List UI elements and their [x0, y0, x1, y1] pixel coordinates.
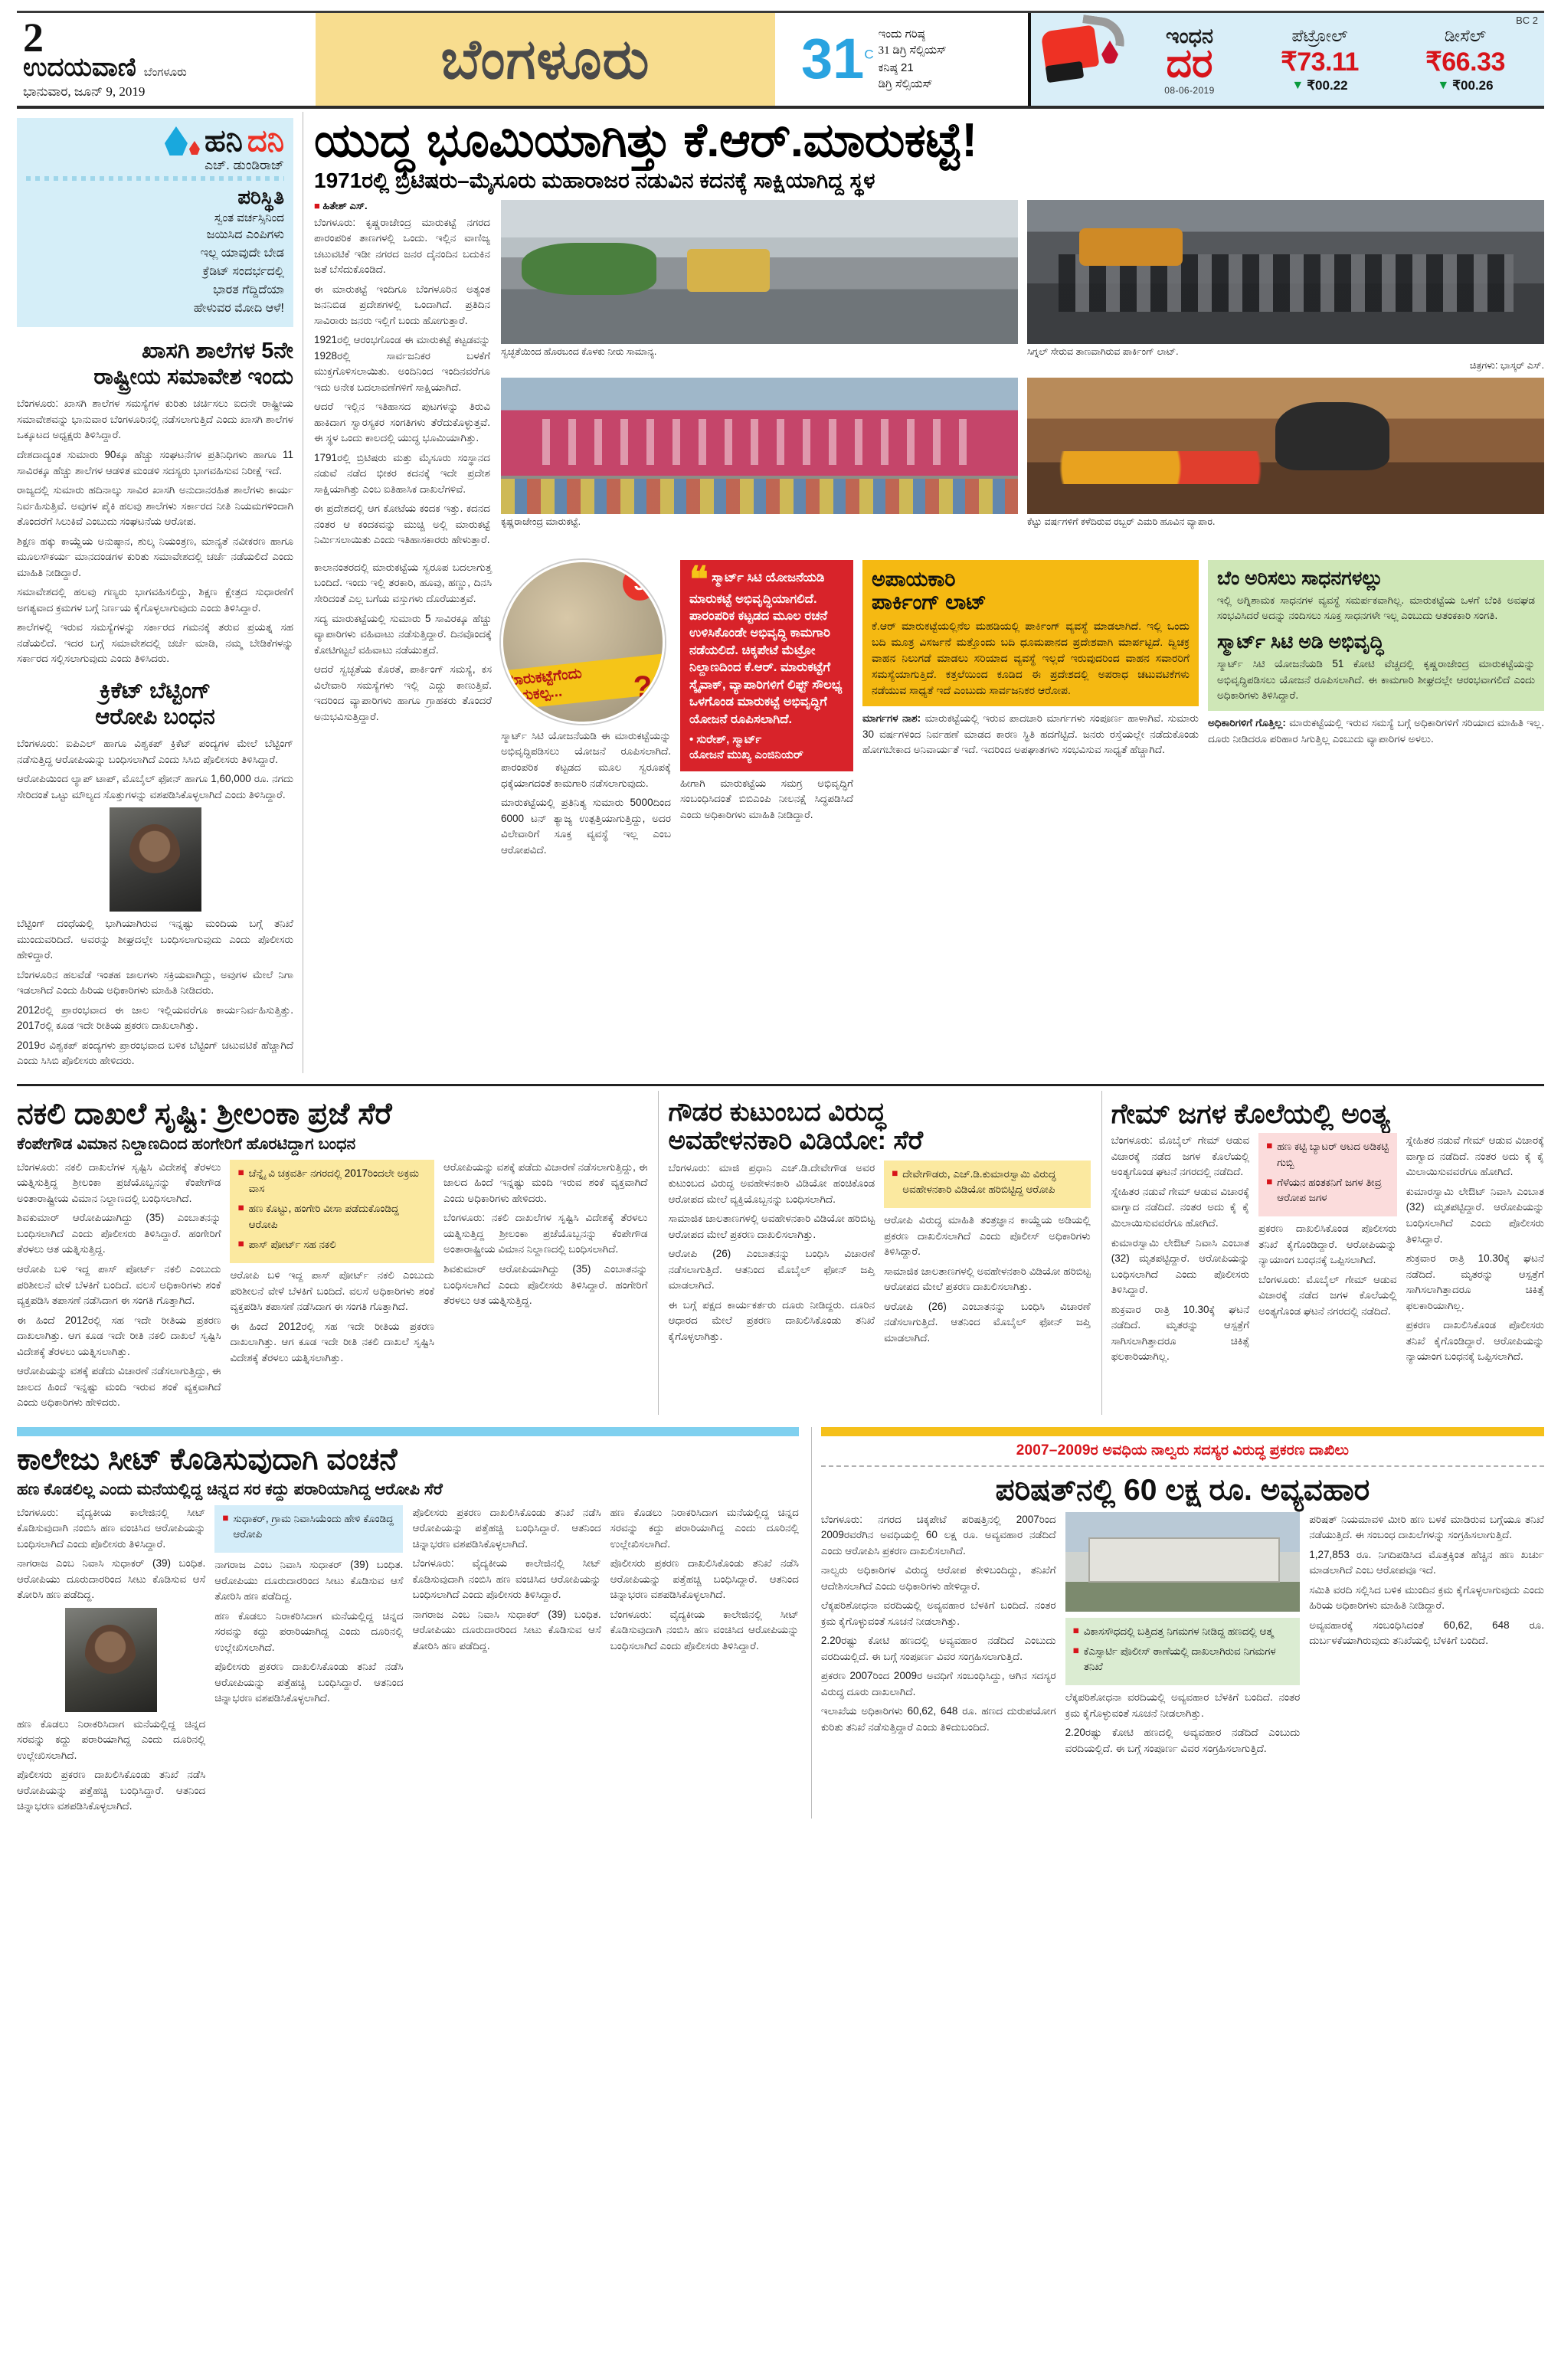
verse-line: ಜಯಿಸಿದ ಎಂಪಿಗಳು	[206, 228, 284, 241]
box-body: ಕೆ.ಆರ್ ಮಾರುಕಟ್ಟೆಯಲ್ಲಿನೆಲ ಮಹಡಿಯಲ್ಲಿ ಪಾರ್ಕಿಂಗ್ ವ್ಯವಸ್ಥೆ ಮಾಡಲಾಗಿದೆ. ಇಲ್ಲಿ ಒಂದು ಬದಿ ಮೂತ್ರ ವಿಸರ್ಜನೆ ಮತ್ತೊಂದು ಬದಿ ಧೂಮಪಾನದ ಪ್ರದೇಶವಾಗಿ ಮಾರ್ಪಟ್ಟಿದೆ. ದ್ವಿಚಕ್ರ ವಾಹನ ನಿಲುಗಡೆ ಮಾಡಲು ಸರಿಯಾದ ವ್ಯವಸ್ಥೆ ಇಲ್ಲದೆ ಇರುವುದರಿಂದ ವಾಹನ ಸವಾರರಿಗೆ ಸಮಸ್ಯೆಯಾಗುತ್ತಿದೆ. ಕತ್ತಲೆಯಿಂದ ಕೂಡಿದ ಈ ಪ್ರದೇಶದಲ್ಲಿ ಅಪರಾಧ ಚಟುವಟಿಕೆಗಳು ನಡೆಯುವ ಸಾಧ್ಯತೆ ಇದೆ ಎಂಬುದು ಸಾರ್ವಜನಿಕರ ಆರೋಪ.	[872, 620, 1190, 697]
red-drop-icon	[189, 141, 200, 155]
paragraph: ಸ್ಮಾರ್ಟ್ ಸಿಟಿ ಯೋಜನೆಯಡಿ ಈ ಮಾರುಕಟ್ಟೆಯನ್ನು ಅಭಿವೃದ್ಧಿಪಡಿಸಲು ಯೋಜನೆ ರೂಪಿಸಲಾಗಿದೆ. ಪಾರಂಪರಿಕ ಕಟ್ಟಡದ ಮೂಲ ಸ್ವರೂಪಕ್ಕೆ ಧಕ್ಕೆಯಾಗದಂತೆ ಕಾಮಗಾರಿ ನಡೆಸಲಾಗುವುದು.	[501, 729, 671, 789]
verse-line: ಕ್ರೆಡಿಟ್ ಸಂದರ್ಭದಲ್ಲಿ	[202, 265, 284, 278]
bullet-icon: ■	[1266, 1140, 1273, 1152]
paragraph: ಪ್ರಕರಣ ದಾಖಲಿಸಿಕೊಂಡ ಪೊಲೀಸರು ತನಿಖೆ ಕೈಗೊಂಡಿದ್ದಾರೆ. ಆರೋಪಿಯನ್ನು ನ್ಯಾಯಾಂಗ ಬಂಧನಕ್ಕೆ ಒಪ್ಪಿಸಲಾಗಿದೆ.	[1406, 1319, 1544, 1363]
paragraph: ಶುಕ್ರವಾರ ರಾತ್ರಿ 10.30ಕ್ಕೆ ಘಟನೆ ನಡೆದಿದೆ. ಮೃತರನ್ನು ಆಸ್ಪತ್ರೆಗೆ ಸಾಗಿಸಲಾಗಿತ್ತಾದರೂ ಚಿಕಿತ್ಸೆ ಫಲಕಾರಿಯಾಗಿಲ್ಲ.	[1111, 1303, 1250, 1363]
bottom-left-col-1	[17, 1505, 205, 1819]
temperature-number: 31	[801, 27, 865, 91]
left-story-1-body	[17, 396, 293, 666]
bullet-text: ಹಣ ಕಟ್ಟಿ ಬ್ಯಾಟರ್ ಆಟದ ಅಡಿಕಟ್ಟಿ ಗುಬ್ಬಿ	[1277, 1141, 1389, 1168]
bullet-item	[1073, 1624, 1293, 1639]
flower-vendor-photo	[1027, 378, 1544, 514]
paragraph: ಶಿವಕುಮಾರ್ ಆರೋಪಿಯಾಗಿದ್ದು (35) ಎಂಬಾತನನ್ನು ಬಂಧಿಸಲಾಗಿದೆ ಎಂದು ಪೊಲೀಸರು ತಿಳಿಸಿದ್ದಾರೆ. ಹಂಗೇರಿಗೆ ತೆರಳಲು ಆತ ಯತ್ನಿಸುತ್ತಿದ್ದ.	[443, 1263, 648, 1307]
subhead-inline	[862, 711, 1199, 758]
mid-story-a-col-3	[443, 1160, 647, 1415]
paragraph: ನಾಗರಾಜ ಎಂಬ ನಿವಾಸಿ ಸುಧಾಕರ್ (39) ಬಂಧಿತ. ಆರೋಪಿಯು ದೂರುದಾರರಿಂದ ಸೀಟು ಕೊಡಿಸುವ ಆಸೆ ತೋರಿಸಿ ಹಣ ಪಡೆದಿದ್ದ.	[412, 1608, 601, 1652]
dashed-divider	[821, 1465, 1544, 1467]
bullet-item	[1073, 1644, 1293, 1675]
paragraph: ಸ್ನೇಹಿತರ ನಡುವೆ ಗೇಮ್ ಆಡುವ ವಿಚಾರಕ್ಕೆ ವಾಗ್ವಾದ ನಡೆದಿದೆ. ನಂತರ ಅದು ಕೈ ಕೈ ಮಿಲಾಯಿಸುವವರೆಗೂ ಹೋಗಿದೆ.	[1111, 1185, 1250, 1229]
mid-story-c-col-2	[1258, 1133, 1396, 1368]
mid-story-a-bullets	[230, 1160, 434, 1263]
paragraph: ದೇಶದಾದ್ಯಂತ ಸುಮಾರು 90ಕ್ಕೂ ಹೆಚ್ಚು ಸಂಘಟನೆಗಳ ಪ್ರತಿನಿಧಿಗಳು ಹಾಗೂ 11 ಸಾವಿರಕ್ಕೂ ಹೆಚ್ಚು ಶಾಲೆಗಳ ಆಡಳಿತ ಮಂಡಳಿ ಸದಸ್ಯರು ಭಾಗವಹಿಸುವ ನಿರೀಕ್ಷೆ ಇದೆ.	[17, 448, 293, 476]
paragraph: ಬೆಂಗಳೂರು: ವೈದ್ಯಕೀಯ ಕಾಲೇಜಿನಲ್ಲಿ ಸೀಟ್ ಕೊಡಿಸುವುದಾಗಿ ನಂಬಿಸಿ ಹಣ ವಂಚಿಸಿದ ಆರೋಪಿಯನ್ನು ಬಂಧಿಸಲಾಗಿದೆ ಎಂದು ಪೊಲೀಸರು ತಿಳಿಸಿದ್ದಾರೆ.	[610, 1608, 799, 1652]
paragraph: ಕುಮಾರಸ್ವಾಮಿ ಲೇಔಟ್ ನಿವಾಸಿ ಎಂಬಾತ (32) ಮೃತಪಟ್ಟಿದ್ದಾರೆ. ಆರೋಪಿಯನ್ನು ಬಂಧಿಸಲಾಗಿದೆ ಎಂದು ಪೊಲೀಸರು ತಿಳಿಸಿದ್ದಾರೆ.	[1111, 1236, 1250, 1296]
question-mark-icon: ?	[633, 669, 652, 704]
headline-line-2: ಅವಹೇಳನಕಾರಿ ವಿಡಿಯೋ: ಸೆರೆ	[668, 1126, 924, 1156]
paragraph: ಬೆಂಗಳೂರು: ಮಾಜಿ ಪ್ರಧಾನಿ ಎಚ್.ಡಿ.ದೇವೇಗೌಡ ಅವರ ಕುಟುಂಬದ ವಿರುದ್ಧ ಅವಹೇಳನಕಾರಿ ವಿಡಿಯೋ ಹಂಚಿಕೊಂಡ ಆರೋಪದ ಮೇಲೆ ವ್ಯಕ್ತಿಯೊಬ್ಬನನ್ನು ಬಂಧಿಸಲಾಗಿದೆ.	[668, 1161, 875, 1205]
weather-details	[879, 26, 947, 93]
bottom-right-col-2	[1065, 1512, 1301, 1761]
bottom-right-col-3	[1309, 1512, 1544, 1761]
paragraph: ಸಮಿತಿ ವರದಿ ಸಲ್ಲಿಸಿದ ಬಳಿಕ ಮುಂದಿನ ಕ್ರಮ ಕೈಗೊಳ್ಳಲಾಗುವುದು ಎಂದು ಹಿರಿಯ ಅಧಿಕಾರಿಗಳು ಮಾಹಿತಿ ನೀಡಿದ್ದಾರೆ.	[1309, 1583, 1544, 1612]
fuel-title-top: ಇಂಧನ	[1166, 25, 1213, 48]
headline-line-1: ಖಾಸಗಿ ಶಾಲೆಗಳ 5ನೇ	[141, 339, 293, 363]
headline-line-2: ಆರೋಪಿ ಬಂಧನ	[95, 704, 215, 729]
bullet-icon: ■	[1072, 1644, 1079, 1656]
paragraph: ಹೀಗಾಗಿ ಮಾರುಕಟ್ಟೆಯ ಸಮಗ್ರ ಅಭಿವೃದ್ಧಿಗೆ ಸಂಬಂಧಿಸಿದಂತೆ ಬಿಬಿಎಂಪಿ ನೀಲನಕ್ಷೆ ಸಿದ್ಧಪಡಿಸಿದೆ ಎಂದು ಅಧಿಕಾರಿಗಳು ಮಾಹಿತಿ ನೀಡಿದ್ದಾರೆ.	[680, 777, 853, 820]
petrol-change	[1291, 78, 1347, 93]
box-body-2: ಸ್ಮಾರ್ಟ್ ಸಿಟಿ ಯೋಜನೆಯಡಿ 51 ಕೋಟಿ ವೆಚ್ಚದಲ್ಲಿ ಕೃಷ್ಣರಾಜೇಂದ್ರ ಮಾರುಕಟ್ಟೆಯನ್ನು ಅಭಿವೃದ್ಧಿಪಡಿಸಲು ಯೋಜನೆ ರೂಪಿಸಲಾಗಿದೆ. ಈ ಕಾಮಗಾರಿ ಶೀಘ್ರದಲ್ಲೇ ಆರಂಭವಾಗಲಿದೆ ಎಂದು ಅಧಿಕಾರಿಗಳು ತಿಳಿಸಿದ್ದಾರೆ.	[1217, 658, 1535, 701]
lead-photo-block	[501, 200, 1544, 552]
degree-icon: C	[864, 47, 874, 62]
paragraph: ಈ ಮಾರುಕಟ್ಟೆ ಇಂದಿಗೂ ಬೆಂಗಳೂರಿನ ಅತ್ಯಂತ ಜನನಿಬಿಡ ಪ್ರದೇಶಗಳಲ್ಲಿ ಒಂದಾಗಿದೆ. ಪ್ರತಿದಿನ ಸಾವಿರಾರು ಜನರು ಇಲ್ಲಿಗೆ ಬಂದು ಹೋಗುತ್ತಾರೆ.	[314, 283, 490, 326]
masthead-identity	[17, 13, 316, 106]
bottom-left-headline: ಕಾಲೇಜು ಸೀಟ್ ಕೊಡಿಸುವುದಾಗಿ ವಂಚನೆ	[17, 1442, 398, 1476]
bullet-icon: ■	[237, 1202, 244, 1214]
fuel-nozzle-icon	[1031, 13, 1132, 106]
bullet-icon: ■	[222, 1511, 229, 1524]
section-banner	[316, 13, 775, 106]
hanidani-word-2: ದನಿ	[247, 124, 284, 158]
bottom-left-col-4	[610, 1505, 799, 1819]
down-arrow-icon: ▼	[1291, 78, 1304, 92]
paragraph: ಸದ್ಯ ಮಾರುಕಟ್ಟೆಯಲ್ಲಿ ಸುಮಾರು 5 ಸಾವಿರಕ್ಕೂ ಹೆಚ್ಚು ವ್ಯಾಪಾರಿಗಳು ವಹಿವಾಟು ನಡೆಸುತ್ತಿದ್ದಾರೆ. ದಿನವೊಂದಕ್ಕೆ ಕೋಟಿಗಟ್ಟಲೆ ವಹಿವಾಟು ನಡೆಯುತ್ತದೆ.	[314, 612, 492, 656]
quote-box	[680, 560, 853, 771]
paper-edition-city: ಬೆಂಗಳೂರು	[143, 66, 187, 80]
petrol-column	[1247, 13, 1392, 106]
left-story-2-headline	[17, 678, 293, 730]
hanidani-logo	[26, 126, 284, 156]
section-banner-title: ಬೆಂಗಳೂರು	[440, 28, 650, 90]
hanidani-subtitle: ಪರಿಸ್ಥಿತಿ	[237, 185, 284, 208]
quote-attribution	[689, 732, 844, 764]
quote-panel	[680, 560, 853, 827]
down-arrow-icon: ▼	[1437, 78, 1450, 92]
fuel-price-widget	[1028, 13, 1544, 106]
paragraph: ಸಮಾವೇಶದಲ್ಲಿ ಹಲವು ಗಣ್ಯರು ಭಾಗವಹಿಸಲಿದ್ದು, ಶಿಕ್ಷಣ ಕ್ಷೇತ್ರದ ಸುಧಾರಣೆಗೆ ಅಗತ್ಯವಾದ ಕ್ರಮಗಳ ಬಗ್ಗೆ ನಿರ್ಣಯ ಕೈಗೊಳ್ಳಲಾಗುವುದು ಎಂದು ತಿಳಿಸಿದ್ದಾರೆ.	[17, 586, 293, 614]
bottom-left-bullets	[214, 1505, 403, 1553]
mid-story-a-col-1	[17, 1160, 221, 1415]
paragraph: ಶಿಕ್ಷಣ ಹಕ್ಕು ಕಾಯ್ದೆಯ ಅನುಷ್ಠಾನ, ಶುಲ್ಕ ನಿಯಂತ್ರಣ, ಮಾನ್ಯತೆ ನವೀಕರಣ ಹಾಗೂ ಮೂಲಸೌಕರ್ಯ ಮಾನದಂಡಗಳ ಕುರಿತು ಸಮಾವೇಶದಲ್ಲಿ ಚರ್ಚೆ ನಡೆಯಲಿದೆ ಎಂದು ಮಾಹಿತಿ ನೀಡಿದ್ದಾರೆ.	[17, 535, 293, 578]
mid-story-a-col-2	[230, 1160, 434, 1415]
publication-date: ಭಾನುವಾರ, ಜೂನ್ 9, 2019	[23, 83, 146, 99]
callout-line-2: ಕಾಯಕಲ್ಪ...	[505, 683, 564, 706]
paragraph: ಬೆಂಗಳೂರು: ಮೊಬೈಲ್ ಗೇಮ್ ಆಡುವ ವಿಚಾರಕ್ಕೆ ನಡೆದ ಜಗಳ ಕೊಲೆಯಲ್ಲಿ ಅಂತ್ಯಗೊಂಡ ಘಟನೆ ನಗರದಲ್ಲಿ ನಡೆದಿದೆ.	[1111, 1134, 1250, 1178]
verse-line: ಇಲ್ಲ ಯಾವುದೇ ಬೇಡ	[200, 247, 284, 260]
lead-byline	[314, 200, 490, 212]
parishat-building-photo	[1065, 1512, 1301, 1612]
paragraph: ಈ ಹಿಂದೆ 2012ರಲ್ಲಿ ಸಹ ಇದೇ ರೀತಿಯ ಪ್ರಕರಣ ದಾಖಲಾಗಿತ್ತು. ಆಗ ಕೂಡ ಇದೇ ರೀತಿ ನಕಲಿ ದಾಖಲೆ ಸೃಷ್ಟಿಸಿ ವಿದೇಶಕ್ಕೆ ತೆರಳಲು ಯತ್ನಿಸಲಾಗಿತ್ತು.	[17, 1314, 221, 1357]
paragraph: ಶುಕ್ರವಾರ ರಾತ್ರಿ 10.30ಕ್ಕೆ ಘಟನೆ ನಡೆದಿದೆ. ಮೃತರನ್ನು ಆಸ್ಪತ್ರೆಗೆ ಸಾಗಿಸಲಾಗಿತ್ತಾದರೂ ಚಿಕಿತ್ಸೆ ಫಲಕಾರಿಯಾಗಿಲ್ಲ.	[1406, 1252, 1544, 1311]
box-heading-2: ಸ್ಮಾರ್ಟ್ ಸಿಟಿ ಅಡಿ ಅಭಿವೃದ್ಧಿ	[1217, 631, 1384, 653]
byline-bullet-icon: ■	[314, 199, 320, 211]
paragraph: ಬೆಂಗಳೂರು: ನಗರದ ಚಿಕ್ಕಪೇಟೆ ಪರಿಷತ್ತಿನಲ್ಲಿ 2007ರಿಂದ 2009ರವರೆಗಿನ ಅವಧಿಯಲ್ಲಿ 60 ಲಕ್ಷ ರೂ. ಅವ್ಯವಹಾರ ನಡೆದಿದೆ ಎಂದು ಆರೋಪಿಸಿ ಪ್ರಕರಣ ದಾಖಲಿಸಲಾಗಿದೆ.	[820, 1513, 1056, 1557]
paragraph: ಬೆಂಗಳೂರು: ನಕಲಿ ದಾಖಲೆಗಳ ಸೃಷ್ಟಿಸಿ ವಿದೇಶಕ್ಕೆ ತೆರಳಲು ಯತ್ನಿಸುತ್ತಿದ್ದ ಶ್ರೀಲಂಕಾ ಪ್ರಜೆಯೊಬ್ಬನನ್ನು ಕೆಂಪೇಗೌಡ ಅಂತಾರಾಷ್ಟ್ರೀಯ ವಿಮಾನ ನಿಲ್ದಾಣದಲ್ಲಿ ಬಂಧಿಸಲಾಗಿದೆ.	[443, 1212, 648, 1255]
top-body	[17, 112, 1544, 1073]
headline-line-2: ರಾಷ್ಟ್ರೀಯ ಸಮಾವೇಶ ಇಂದು	[93, 365, 293, 390]
quote-mark-icon: ❝	[689, 558, 709, 599]
fire-safety-box	[1208, 560, 1544, 711]
paragraph: ಸಾಮಾಜಿಕ ಜಾಲತಾಣಗಳಲ್ಲಿ ಅವಹೇಳನಕಾರಿ ವಿಡಿಯೋ ಹರಿಬಿಟ್ಟ ಆರೋಪದ ಮೇಲೆ ಪ್ರಕರಣ ದಾಖಲಿಸಲಾಗಿತ್ತು.	[668, 1213, 875, 1240]
bullet-icon: ■	[1266, 1175, 1273, 1187]
bottom-right-kicker: 2007–2009ರ ಅವಧಿಯ ನಾಲ್ವರು ಸದಸ್ಯರ ವಿರುದ್ಧ ಪ್ರಕರಣ ದಾಖಿಲು	[1016, 1442, 1350, 1458]
hanidani-source: ಸ್ವಂತ ವರ್ಚಸ್ಸಿನಿಂದ	[214, 211, 284, 224]
bullet-icon: ■	[892, 1167, 898, 1179]
accused-portrait-photo	[65, 1608, 157, 1712]
diesel-change	[1437, 78, 1493, 93]
paragraph: ಆರೋಪಿಯನ್ನು ವಶಕ್ಕೆ ಪಡೆದು ವಿಚಾರಣೆ ನಡೆಸಲಾಗುತ್ತಿದ್ದು, ಈ ಜಾಲದ ಹಿಂದೆ ಇನ್ನಷ್ಟು ಮಂದಿ ಇರುವ ಶಂಕೆ ವ್ಯಕ್ತವಾಗಿದೆ ಎಂದು ಅಧಿಕಾರಿಗಳು ಹೇಳಿದರು.	[443, 1161, 648, 1204]
paragraph: ಪೊಲೀಸರು ಪ್ರಕರಣ ದಾಖಲಿಸಿಕೊಂಡು ತನಿಖೆ ನಡೆಸಿ ಆರೋಪಿಯನ್ನು ಪತ್ತೆಹಚ್ಚಿ ಬಂಧಿಸಿದ್ದಾರೆ. ಆತನಿಂದ ಚಿನ್ನಾಭರಣ ವಶಪಡಿಸಿಕೊಳ್ಳಲಾಗಿದೆ.	[412, 1506, 601, 1550]
bullet-item	[237, 1237, 426, 1252]
paragraph: ಪ್ರಕರಣ 2007ರಿಂದ 2009ರ ಅವಧಿಗೆ ಸಂಬಂಧಿಸಿದ್ದು, ಆಗಿನ ಸದಸ್ಯರ ವಿರುದ್ಧ ದೂರು ದಾಖಲಾಗಿದೆ.	[820, 1670, 1056, 1697]
bullet-text: ದೇವೇಗೌಡರು, ಎಚ್.ಡಿ.ಕುಮಾರಸ್ವಾಮಿ ವಿರುದ್ಧ ಅವಹೇಳನಕಾರಿ ವಿಡಿಯೋ ಹರಿಬಿಟ್ಟಿದ್ದ ಆರೋಪಿ	[902, 1167, 1056, 1195]
paragraph: 2019ರ ವಿಶ್ವಕಪ್ ಪಂದ್ಯಗಳು ಪ್ರಾರಂಭವಾದ ಬಳಿಕ ಬೆಟ್ಟಿಂಗ್ ಚಟುವಟಿಕೆ ಹೆಚ್ಚಾಗಿದೆ ಎಂದು ಸಿಸಿಬಿ ಪೊಲೀಸರು ಹೇಳಿದರು.	[17, 1039, 293, 1067]
paragraph: ಮಾರುಕಟ್ಟೆಯಲ್ಲಿ ಪ್ರತಿನಿತ್ಯ ಸುಮಾರು 5000ದಿಂದ 6000 ಟನ್ ತ್ಯಾಜ್ಯ ಉತ್ಪತ್ತಿಯಾಗುತ್ತಿದ್ದು, ಅದರ ವಿಲೇವಾರಿಗೆ ಸೂಕ್ತ ವ್ಯವಸ್ಥೆ ಇಲ್ಲ ಎಂಬ ಆರೋಪವಿದೆ.	[501, 797, 671, 856]
left-story-2-body	[17, 736, 293, 1069]
paragraph: 1921ರಲ್ಲಿ ಆರಂಭಗೊಂಡ ಈ ಮಾರುಕಟ್ಟೆ ಕಟ್ಟಡವನ್ನು 1928ರಲ್ಲಿ ಸಾರ್ವಜನಿಕರ ಬಳಕೆಗೆ ಮುಕ್ತಗೊಳಿಸಲಾಯಿತು. ಅಂದಿನಿಂದ ಇಂದಿನವರೆಗೂ ಇದು ಅನೇಕ ಬದಲಾವಣೆಗಳಿಗೆ ಸಾಕ್ಷಿಯಾಗಿದೆ.	[314, 334, 490, 393]
byline-text: ಹಿತೇಶ್ ಎಸ್.	[322, 199, 368, 211]
photo-caption: ಕೆಟ್ಟು ವರ್ಷಗಳಿಗೆ ಕಳೆದಿರುವ ರಬ್ಬರ್ ಎಮರಿ ಹೂವಿನ ವ್ಯಾಪಾರ.	[1027, 516, 1216, 528]
mid-story-b	[658, 1091, 1101, 1415]
hanidani-verse	[26, 226, 284, 318]
subhead-text: ಮಾರುಕಟ್ಟೆಯಲ್ಲಿ ಇರುವ ಪಾದಚಾರಿ ಮಾರ್ಗಗಳು ಸಂಪೂರ್ಣ ಹಾಳಾಗಿವೆ. ಸುಮಾರು 30 ವರ್ಷಗಳಿಂದ ನಿರ್ವಹಣೆ ಮಾಡದ ಕಾರಣ ಸ್ಥಿತಿ ಹದಗೆಟ್ಟಿದೆ. ಜನರು ರಸ್ತೆಯಲ್ಲೇ ನಡೆದುಕೊಂಡು ಹೋಗಬೇಕಾದ ಅನಿವಾರ್ಯತೆ ಇದೆ. ಇದರಿಂದ ಅಪಘಾತಗಳು ಸಂಭವಿಸುವ ಸಾಧ್ಯತೆ ಹೆಚ್ಚಾಗಿದೆ.	[862, 712, 1199, 756]
paragraph: ಶಿವಕುಮಾರ್ ಆರೋಪಿಯಾಗಿದ್ದು (35) ಎಂಬಾತನನ್ನು ಬಂಧಿಸಲಾಗಿದೆ ಎಂದು ಪೊಲೀಸರು ತಿಳಿಸಿದ್ದಾರೆ. ಹಂಗೇರಿಗೆ ತೆರಳಲು ಆತ ಯತ್ನಿಸುತ್ತಿದ್ದ.	[17, 1212, 221, 1255]
paragraph: ಲೆಕ್ಕಪರಿಶೋಧನಾ ವರದಿಯಲ್ಲಿ ಅವ್ಯವಹಾರ ಬೆಳಕಿಗೆ ಬಂದಿದೆ. ನಂತರ ಕ್ರಮ ಕೈಗೊಳ್ಳುವಂತೆ ಸೂಚನೆ ನೀಡಲಾಗಿತ್ತು.	[1065, 1691, 1301, 1719]
photo-caption: ಸಿಗ್ನಲ್ ಸೇರುವ ತಾಣವಾಗಿರುವ ಪಾರ್ಕಿಂಗ್ ಲಾಟ್.	[1027, 345, 1179, 357]
callout-circle	[501, 560, 665, 724]
paragraph: ಶಾಲೆಗಳಲ್ಲಿ ಇರುವ ಸಮಸ್ಯೆಗಳನ್ನು ಸರ್ಕಾರದ ಗಮನಕ್ಕೆ ತರುವ ಪ್ರಯತ್ನ ಸಹ ನಡೆಯಲಿದೆ. ಇದರ ಬಗ್ಗೆ ಸಮಾವೇಶದಲ್ಲಿ ಚರ್ಚೆ ಮಾಡಿ, ನಮ್ಮ ಬೇಡಿಕೆಗಳನ್ನು ಸರ್ಕಾರದ ಸಲ್ಲಿಸಲಾಗುವುದು ಎಂದು ತಿಳಿಸಿದರು.	[17, 621, 293, 665]
paragraph: ಬೆಂಗಳೂರಿನ ಹಲವೆಡೆ ಇಂತಹ ಜಾಲಗಳು ಸಕ್ರಿಯವಾಗಿದ್ದು, ಅವುಗಳ ಮೇಲೆ ನಿಗಾ ಇಡಲಾಗಿದೆ ಎಂದು ಹಿರಿಯ ಅಧಿಕಾರಿಗಳು ಮಾಹಿತಿ ನೀಡಿದರು.	[17, 968, 293, 997]
lead-text-column-2	[314, 560, 492, 728]
bullet-text: ವಿಕಾಸಸೌಧದಲ್ಲಿ ಬತ್ತಿದತ್ತ ನಿಗಮಗಳ ನೀಡಿದ್ದ ಹಣದಲ್ಲಿ ಆತ್ಮ	[1083, 1625, 1274, 1637]
page-number: 2	[23, 15, 43, 61]
paragraph: ಪೊಲೀಸರು ಪ್ರಕರಣ ದಾಖಲಿಸಿಕೊಂಡು ತನಿಖೆ ನಡೆಸಿ ಆರೋಪಿಯನ್ನು ಪತ್ತೆಹಚ್ಚಿ ಬಂಧಿಸಿದ್ದಾರೆ. ಆತನಿಂದ ಚಿನ್ನಾಭರಣ ವಶಪಡಿಸಿಕೊಳ್ಳಲಾಗಿದೆ.	[17, 1769, 206, 1812]
paragraph: ಕುಮಾರಸ್ವಾಮಿ ಲೇಔಟ್ ನಿವಾಸಿ ಎಂಬಾತ (32) ಮೃತಪಟ್ಟಿದ್ದಾರೆ. ಆರೋಪಿಯನ್ನು ಬಂಧಿಸಲಾಗಿದೆ ಎಂದು ಪೊಲೀಸರು ತಿಳಿಸಿದ್ದಾರೆ.	[1406, 1185, 1544, 1245]
paragraph: 1,27,853 ರೂ. ನಿಗದಿಪಡಿಸಿದ ಮೊತ್ತಕ್ಕಿಂತ ಹೆಚ್ಚಿನ ಹಣ ಖರ್ಚು ಮಾಡಲಾಗಿದೆ ಎಂಬ ಆರೋಪವೂ ಇದೆ.	[1309, 1548, 1544, 1576]
paragraph: ಆರೋಪಿ (26) ಎಂಬಾತನನ್ನು ಬಂಧಿಸಿ ವಿಚಾರಣೆ ನಡೆಸಲಾಗುತ್ತಿದೆ. ಆತನಿಂದ ಮೊಬೈಲ್ ಫೋನ್ ಜಪ್ತಿ ಮಾಡಲಾಗಿದೆ.	[884, 1300, 1091, 1344]
paragraph: ಬೆಂಗಳೂರು: ಐಪಿಎಲ್ ಹಾಗೂ ವಿಶ್ವಕಪ್ ಕ್ರಿಕೆಟ್ ಪಂದ್ಯಗಳ ಮೇಲೆ ಬೆಟ್ಟಿಂಗ್ ನಡೆಸುತ್ತಿದ್ದ ಆರೋಪಿಯನ್ನು ಬಂಧಿಸಲಾಗಿದೆ ಎಂದು ಸಿಸಿಬಿ ಪೊಲೀಸರು ತಿಳಿಸಿದ್ದಾರೆ.	[17, 738, 293, 765]
mid-story-c-col-3	[1406, 1133, 1544, 1368]
diesel-label: ಡೀಸೆಲ್	[1444, 25, 1487, 45]
paper-name: ಉದಯವಾಣಿ	[23, 53, 136, 83]
subhead-label: ಮಾರ್ಗಗಳ ನಾಶ:	[862, 712, 921, 725]
parking-photo	[1027, 200, 1544, 344]
bottom-right-col-1	[821, 1512, 1056, 1761]
paragraph: ಸ್ನೇಹಿತರ ನಡುವೆ ಗೇಮ್ ಆಡುವ ವಿಚಾರಕ್ಕೆ ವಾಗ್ವಾದ ನಡೆದಿದೆ. ನಂತರ ಅದು ಕೈ ಕೈ ಮಿಲಾಯಿಸುವವರೆಗೂ ಹೋಗಿದೆ.	[1406, 1134, 1544, 1178]
headline-line-1: ಗೌಡರ ಕುಟುಂಬದ ವಿರುದ್ಧ	[668, 1097, 886, 1127]
paragraph: ಪ್ರಕರಣ ದಾಖಲಿಸಿಕೊಂಡ ಪೊಲೀಸರು ತನಿಖೆ ಕೈಗೊಂಡಿದ್ದಾರೆ. ಆರೋಪಿಯನ್ನು ನ್ಯಾಯಾಂಗ ಬಂಧನಕ್ಕೆ ಒಪ್ಪಿಸಲಾಗಿದೆ.	[1258, 1223, 1397, 1266]
paragraph: ಆರೋಪಿಯಿಂದ ಲ್ಯಾಪ್ ಟಾಪ್, ಮೊಬೈಲ್ ಫೋನ್ ಹಾಗೂ 1,60,000 ರೂ. ನಗದು ಸೇರಿದಂತೆ ಒಟ್ಟು ಮೌಲ್ಯದ ಸೊತ್ತುಗಳನ್ನು ವಶಪಡಿಸಿಕೊಳ್ಳಲಾಗಿದೆ ಎಂದು ತಿಳಿಸಿದ್ದಾರೆ.	[17, 773, 293, 800]
paragraph: ಆರೋಪಿ (26) ಎಂಬಾತನನ್ನು ಬಂಧಿಸಿ ವಿಚಾರಣೆ ನಡೆಸಲಾಗುತ್ತಿದೆ. ಆತನಿಂದ ಮೊಬೈಲ್ ಫೋನ್ ಜಪ್ತಿ ಮಾಡಲಾಗಿದೆ.	[668, 1248, 875, 1291]
green-info-panel	[1208, 560, 1544, 751]
callout-line-1: ಮಾರುಕಟ್ಟೆಗೆಂದು	[503, 665, 583, 690]
paragraph: ಸಾಮಾಜಿಕ ಜಾಲತಾಣಗಳಲ್ಲಿ ಅವಹೇಳನಕಾರಿ ವಿಡಿಯೋ ಹರಿಬಿಟ್ಟ ಆರೋಪದ ಮೇಲೆ ಪ್ರಕರಣ ದಾಖಲಿಸಲಾಗಿತ್ತು.	[884, 1265, 1091, 1293]
paragraph: ಬೆಂಗಳೂರು: ವೈದ್ಯಕೀಯ ಕಾಲೇಜಿನಲ್ಲಿ ಸೀಟ್ ಕೊಡಿಸುವುದಾಗಿ ನಂಬಿಸಿ ಹಣ ವಂಚಿಸಿದ ಆರೋಪಿಯನ್ನು ಬಂಧಿಸಲಾಗಿದೆ ಎಂದು ಪೊಲೀಸರು ತಿಳಿಸಿದ್ದಾರೆ.	[17, 1506, 206, 1550]
paragraph: 2.20ರಷ್ಟು ಕೋಟಿ ಹಣದಲ್ಲಿ ಅವ್ಯವಹಾರ ನಡೆದಿದೆ ಎಂಬುದು ವರದಿಯಲ್ಲಿದೆ. ಈ ಬಗ್ಗೆ ಸಂಪೂರ್ಣ ವಿವರ ಸಂಗ್ರಹಿಸಲಾಗುತ್ತಿದೆ.	[820, 1635, 1056, 1662]
bullet-text: ಹಣ ಕೊಟ್ಟು, ಹಂಗೇರಿ ವೀಸಾ ಪಡೆದುಕೊಂಡಿದ್ದ ಆರೋಪಿ	[248, 1203, 399, 1230]
attribution-line-2: ಯೋಜನೆ ಮುಖ್ಯ ಎಂಜಿನಿಯರ್	[689, 748, 803, 762]
mid-story-a	[17, 1091, 658, 1415]
fuel-date: 08-06-2019	[1164, 84, 1215, 96]
paragraph: ನಾಗರಾಜ ಎಂಬ ನಿವಾಸಿ ಸುಧಾಕರ್ (39) ಬಂಧಿತ. ಆರೋಪಿಯು ದೂರುದಾರರಿಂದ ಸೀಟು ಕೊಡಿಸುವ ಆಸೆ ತೋರಿಸಿ ಹಣ ಪಡೆದಿದ್ದ.	[214, 1559, 404, 1602]
mid-story-c-headline: ಗೇಮ್ ಜಗಳ ಕೊಲೆಯಲ್ಲಿ ಅಂತ್ಯ	[1111, 1097, 1390, 1129]
paragraph: ಕಾಲಾನಂತರದಲ್ಲಿ ಮಾರುಕಟ್ಟೆಯ ಸ್ವರೂಪ ಬದಲಾಗುತ್ತ ಬಂದಿದೆ. ಇಂದು ಇಲ್ಲಿ ತರಕಾರಿ, ಹೂವು, ಹಣ್ಣು, ದಿನಸಿ ಸೇರಿದಂತೆ ಎಲ್ಲ ಬಗೆಯ ವಸ್ತುಗಳು ದೊರೆಯುತ್ತವೆ.	[314, 561, 492, 604]
bullet-item	[892, 1167, 1083, 1198]
bullet-item	[237, 1166, 426, 1197]
hanidani-word-1: ಹನಿ	[204, 124, 243, 158]
weather-widget	[775, 13, 1028, 106]
photo-caption: ಸ್ವಚ್ಛತೆಯಿಂದ ಹೊರಬಂದ ಕೊಳಕು ನೀರು ಸಾಮಾನ್ಯ.	[501, 345, 657, 357]
lead-headline: ಯುದ್ಧ ಭೂಮಿಯಾಗಿತ್ತು ಕೆ.ಆರ್.ಮಾರುಕಟ್ಟೆ!	[314, 114, 977, 167]
paragraph: ಹಣ ಕೊಡಲು ನಿರಾಕರಿಸಿದಾಗ ಮನೆಯಲ್ಲಿದ್ದ ಚಿನ್ನದ ಸರವನ್ನು ಕದ್ದು ಪರಾರಿಯಾಗಿದ್ದ ಎಂದು ದೂರಿನಲ್ಲಿ ಉಲ್ಲೇಖಿಸಲಾಗಿದೆ.	[214, 1609, 404, 1653]
edition-code: BC 2	[1516, 15, 1538, 26]
paragraph: ಬೆಂಗಳೂರು: ಕೃಷ್ಣರಾಜೇಂದ್ರ ಮಾರುಕಟ್ಟೆ ನಗರದ ಪಾರಂಪರಿಕ ತಾಣಗಳಲ್ಲಿ ಒಂದು. ಇಲ್ಲಿನ ವಾಣಿಜ್ಯ ಚಟುವಟಿಕೆ ಇಡೀ ನಗರದ ಜನರ ದೈನಂದಿನ ಬದುಕಿನ ಜತೆ ಬೆಸೆದುಕೊಂಡಿದೆ.	[314, 216, 490, 276]
photo-credit: ಚಿತ್ರಗಳು: ಭಾಸ್ಕರ್ ಎಸ್.	[1469, 359, 1544, 371]
bottom-section	[17, 1427, 1544, 1819]
bottom-story-right	[811, 1427, 1544, 1819]
box-heading-line-1: ಅಪಾಯಕಾರಿ	[872, 567, 956, 591]
bottom-right-headline: ಪರಿಷತ್‌ನಲ್ಲಿ 60 ಲಕ್ಷ ರೂ. ಅವ್ಯವಹಾರ	[995, 1473, 1370, 1507]
bullet-icon: ■	[1072, 1624, 1079, 1636]
paragraph: ಪೊಲೀಸರು ಪ್ರಕರಣ ದಾಖಲಿಸಿಕೊಂಡು ತನಿಖೆ ನಡೆಸಿ ಆರೋಪಿಯನ್ನು ಪತ್ತೆಹಚ್ಚಿ ಬಂಧಿಸಿದ್ದಾರೆ. ಆತನಿಂದ ಚಿನ್ನಾಭರಣ ವಶಪಡಿಸಿಕೊಳ್ಳಲಾಗಿದೆ.	[214, 1661, 404, 1704]
paragraph: ಇಲಾಖೆಯ ಅಧಿಕಾರಿಗಳು 60,62, 648 ರೂ. ಹಣದ ದುರುಪಯೋಗ ಕುರಿತು ತನಿಖೆ ನಡೆಸುತ್ತಿದ್ದಾರೆ ಎಂದು ತಿಳಿದುಬಂದಿದೆ.	[820, 1705, 1056, 1733]
mid-section-rule	[17, 1084, 1544, 1086]
diesel-price: ₹66.33	[1425, 47, 1505, 77]
paragraph: ಬೆಂಗಳೂರು: ವೈದ್ಯಕೀಯ ಕಾಲೇಜಿನಲ್ಲಿ ಸೀಟ್ ಕೊಡಿಸುವುದಾಗಿ ನಂಬಿಸಿ ಹಣ ವಂಚಿಸಿದ ಆರೋಪಿಯನ್ನು ಬಂಧಿಸಲಾಗಿದೆ ಎಂದು ಪೊಲೀಸರು ತಿಳಿಸಿದ್ದಾರೆ.	[412, 1557, 601, 1601]
fuel-title-big: ದರ	[1166, 41, 1213, 87]
weather-line-3: ಕನಿಷ್ಠ 21	[878, 61, 914, 74]
paragraph: ಬೆಂಗಳೂರು: ಮೊಬೈಲ್ ಗೇಮ್ ಆಡುವ ವಿಚಾರಕ್ಕೆ ನಡೆದ ಜಗಳ ಕೊಲೆಯಲ್ಲಿ ಅಂತ್ಯಗೊಂಡ ಘಟನೆ ನಗರದಲ್ಲಿ ನಡೆದಿದೆ.	[1258, 1273, 1397, 1317]
headline-line-1: ಕ್ರಿಕೆಟ್ ಬೆಟ್ಟಿಂಗ್	[99, 678, 211, 703]
subhead-inline	[1208, 715, 1544, 747]
paragraph: ಆರೋಪಿ ಬಳಿ ಇದ್ದ ಪಾಸ್ ಪೋರ್ಟ್ ನಕಲಿ ಎಂಬುದು ಪರಿಶೀಲನೆ ವೇಳೆ ಬೆಳಕಿಗೆ ಬಂದಿದೆ. ವಲಸೆ ಅಧಿಕಾರಿಗಳು ಶಂಕೆ ವ್ಯಕ್ತಪಡಿಸಿ ತಪಾಸಣೆ ನಡೆಸಿದಾಗ ಈ ಸಂಗತಿ ಗೊತ್ತಾಗಿದೆ.	[17, 1263, 221, 1307]
lead-text-column-1	[314, 200, 490, 552]
mid-story-a-headline: ನಕಲಿ ದಾಖಲೆ ಸೃಷ್ಟಿ: ಶ್ರೀಲಂಕಾ ಪ್ರಜೆ ಸೆರೆ	[17, 1097, 392, 1131]
masthead	[17, 11, 1544, 109]
bullet-item	[222, 1511, 395, 1543]
box-body-1: ಇಲ್ಲಿ ಅಗ್ನಿಶಾಮಕ ಸಾಧನಗಳ ವ್ಯವಸ್ಥೆ ಸಮರ್ಪಕವಾಗಿಲ್ಲ. ಮಾರುಕಟ್ಟೆಯ ಒಳಗೆ ಬೆಂಕಿ ಅವಘಡ ಸಂಭವಿಸಿದರೆ ಅದನ್ನು ನಂದಿಸಲು ಸೂಕ್ತ ಸಾಧನಗಳೇ ಇಲ್ಲ ಎಂಬುದು ಆತಂಕಕಾರಿ ಸಂಗತಿ.	[1217, 594, 1535, 622]
verse-line: ಹೇಳುವರ ಮೋದಿ ಆಳೆ!	[193, 302, 284, 315]
diesel-change-value: ₹00.26	[1452, 77, 1494, 93]
paragraph: ಹಣ ಕೊಡಲು ನಿರಾಕರಿಸಿದಾಗ ಮನೆಯಲ್ಲಿದ್ದ ಚಿನ್ನದ ಸರವನ್ನು ಕದ್ದು ಪರಾರಿಯಾಗಿದ್ದ ಎಂದು ದೂರಿನಲ್ಲಿ ಉಲ್ಲೇಖಿಸಲಾಗಿದೆ.	[17, 1717, 206, 1761]
attribution-line-1: • ಸುರೇಶ್, ಸ್ಮಾರ್ಟ್	[689, 733, 762, 747]
bullet-text: ಚೆನ್ನೈ ವಿ ಚಕ್ರವರ್ತಿ ನಗರದಲ್ಲಿ 2017ರಿಂದಲೇ ಅಕ್ರಮ ವಾಸ	[248, 1167, 419, 1195]
mid-story-b-headline	[668, 1098, 1090, 1156]
paragraph: 2.20ರಷ್ಟು ಕೋಟಿ ಹಣದಲ್ಲಿ ಅವ್ಯವಹಾರ ನಡೆದಿದೆ ಎಂಬುದು ವರದಿಯಲ್ಲಿದೆ. ಈ ಬಗ್ಗೆ ಸಂಪೂರ್ಣ ವಿವರ ಸಂಗ್ರಹಿಸಲಾಗುತ್ತಿದೆ.	[1065, 1727, 1301, 1754]
paragraph: ಆರೋಪಿಯನ್ನು ವಶಕ್ಕೆ ಪಡೆದು ವಿಚಾರಣೆ ನಡೆಸಲಾಗುತ್ತಿದ್ದು, ಈ ಜಾಲದ ಹಿಂದೆ ಇನ್ನಷ್ಟು ಮಂದಿ ಇರುವ ಶಂಕೆ ವ್ಯಕ್ತವಾಗಿದೆ ಎಂದು ಅಧಿಕಾರಿಗಳು ಹೇಳಿದರು.	[17, 1365, 221, 1409]
weather-line-4: ಡಿಗ್ರಿ ಸೆಲ್ಸಿಯಸ್	[878, 77, 933, 91]
bullet-item	[1266, 1139, 1389, 1170]
paragraph: ನಾಲ್ವರು ಅಧಿಕಾರಿಗಳ ವಿರುದ್ಧ ಆರೋಪ ಕೇಳಿಬಂದಿದ್ದು, ತನಿಖೆಗೆ ಆದೇಶಿಸಲಾಗಿದೆ ಎಂದು ಅಧಿಕಾರಿಗಳು ಹೇಳಿದ್ದಾರೆ.	[820, 1564, 1056, 1592]
paragraph: ಆದರೆ ಸ್ವಚ್ಛತೆಯ ಕೊರತೆ, ಪಾರ್ಕಿಂಗ್ ಸಮಸ್ಯೆ, ಕಸ ವಿಲೇವಾರಿ ಸಮಸ್ಯೆಗಳು ಇಲ್ಲಿ ಎದ್ದು ಕಾಣುತ್ತಿವೆ. ಇದರಿಂದ ವ್ಯಾಪಾರಿಗಳು ಹಾಗೂ ಗ್ರಾಹಕರು ತೊಂದರೆ ಅನುಭವಿಸುತ್ತಿದ್ದಾರೆ.	[314, 663, 492, 722]
mid-story-b-col-2	[884, 1161, 1091, 1350]
paragraph: 1791ರಲ್ಲಿ ಬ್ರಿಟಿಷರು ಮತ್ತು ಮೈಸೂರು ಸಂಸ್ಥಾನದ ನಡುವೆ ನಡೆದ ಭೀಕರ ಕದನಕ್ಕೆ ಇದೇ ಪ್ರದೇಶ ಸಾಕ್ಷಿಯಾಗಿತ್ತು ಎಂಬ ಐತಿಹಾಸಿಕ ದಾಖಲೆಗಳಿವೆ.	[314, 451, 490, 495]
paragraph: ಬೆಂಗಳೂರು: ನಕಲಿ ದಾಖಲೆಗಳ ಸೃಷ್ಟಿಸಿ ವಿದೇಶಕ್ಕೆ ತೆರಳಲು ಯತ್ನಿಸುತ್ತಿದ್ದ ಶ್ರೀಲಂಕಾ ಪ್ರಜೆಯೊಬ್ಬನನ್ನು ಕೆಂಪೇಗೌಡ ಅಂತಾರಾಷ್ಟ್ರೀಯ ವಿಮಾನ ನಿಲ್ದಾಣದಲ್ಲಿ ಬಂಧಿಸಲಾಗಿದೆ.	[17, 1161, 221, 1204]
subhead-text: ಮಾರುಕಟ್ಟೆಯಲ್ಲಿ ಇರುವ ಸಮಸ್ಯೆ ಬಗ್ಗೆ ಅಧಿಕಾರಿಗಳಿಗೆ ಸರಿಯಾದ ಮಾಹಿತಿ ಇಲ್ಲ. ದೂರು ನೀಡಿದರೂ ಪರಿಹಾರ ಸಿಗುತ್ತಿಲ್ಲ ಎಂಬುದು ವ್ಯಾಪಾರಿಗಳ ಅಳಲು.	[1208, 717, 1544, 745]
yellow-section-bar	[821, 1427, 1544, 1436]
mid-story-b-bullets	[884, 1161, 1091, 1209]
paragraph: ಆರೋಪಿ ವಿರುದ್ಧ ಮಾಹಿತಿ ತಂತ್ರಜ್ಞಾನ ಕಾಯ್ದೆಯ ಅಡಿಯಲ್ಲಿ ಪ್ರಕರಣ ದಾಖಲಿಸಲಾಗಿದೆ ಎಂದು ಪೊಲೀಸ್ ಅಧಿಕಾರಿಗಳು ತಿಳಿಸಿದ್ದಾರೆ.	[884, 1214, 1091, 1258]
lead-body-part-1	[314, 215, 490, 548]
accused-portrait-photo	[110, 807, 201, 912]
fuel-price-table	[1247, 13, 1544, 106]
box-heading-line-2: ಪಾರ್ಕಿಂಗ್ ಲಾಟ್	[872, 591, 987, 614]
bottom-left-col-3	[412, 1505, 601, 1819]
left-rail	[17, 112, 303, 1073]
bottom-story-left	[17, 1427, 811, 1819]
bullet-text: ಕೆಎಸ್ಸಾರ್ಟಿ ಪೊಲೀಸ್ ಠಾಣೆಯಲ್ಲಿ ದಾಖಲಾಗಿರುವ ನಿಗಮಗಳ ತನಿಖೆ	[1083, 1645, 1276, 1673]
yellow-info-panel	[862, 560, 1199, 762]
paragraph: ಬೆಂಗಳೂರು: ಖಾಸಗಿ ಶಾಲೆಗಳ ಸಮಸ್ಯೆಗಳ ಕುರಿತು ಚರ್ಚಿಸಲು ಐದನೇ ರಾಷ್ಟ್ರೀಯ ಸಮಾವೇಶವನ್ನು ಭಾನುವಾರ ಬೆಂಗಳೂರಿನಲ್ಲಿ ನಡೆಸಲಾಗುತ್ತಿದೆ ಎಂದು ಖಾಸಗಿ ಶಾಲೆಗಳ ಒಕ್ಕೂಟದ ಅಧ್ಯಕ್ಷರು ತಿಳಿಸಿದ್ದಾರೆ.	[17, 398, 293, 441]
bullet-item	[237, 1201, 426, 1233]
left-story-1-headline	[17, 338, 293, 390]
paragraph: ಆದರೆ ಇಲ್ಲಿನ ಇತಿಹಾಸದ ಪುಟಗಳನ್ನು ತಿರುವಿ ಹಾಕಿದಾಗ ಸ್ವಾರಸ್ಯಕರ ಸಂಗತಿಗಳು ತೆರೆದುಕೊಳ್ಳುತ್ತವೆ. ಈ ಸ್ಥಳ ಒಂದು ಕಾಲದಲ್ಲಿ ಯುದ್ಧ ಭೂಮಿಯಾಗಿತ್ತು.	[314, 401, 490, 444]
dangerous-parking-box	[862, 560, 1199, 706]
mid-section	[17, 1091, 1544, 1415]
weather-line-1: ಇಂದು ಗರಿಷ್ಠ	[878, 28, 925, 41]
paragraph: ರಾಜ್ಯದಲ್ಲಿ ಸುಮಾರು ಹದಿನಾಲ್ಕು ಸಾವಿರ ಖಾಸಗಿ ಅನುದಾನರಹಿತ ಶಾಲೆಗಳು ಕಾರ್ಯ ನಿರ್ವಹಿಸುತ್ತಿವೆ. ಅವುಗಳ ಪೈಕಿ ಹಲವು ಶಾಲೆಗಳು ಸರ್ಕಾರದ ನೀತಿ ನಿಯಮಗಳಿಂದಾಗಿ ತೊಂದರೆಗೆ ಸಿಲುಕಿವೆ ಎಂಬುದು ಸಂಘಟನೆಯ ಆರೋಪ.	[17, 484, 293, 528]
bottom-right-bullets	[1065, 1618, 1301, 1686]
petrol-change-value: ₹00.22	[1307, 77, 1348, 93]
verse-line: ಭಾರತ ಗೆದ್ದಿದೆಯಾ	[213, 283, 284, 296]
temperature-value	[801, 27, 874, 91]
blue-section-bar	[17, 1427, 799, 1436]
bullet-icon: ■	[237, 1166, 244, 1178]
callout-number-badge: 3	[623, 567, 656, 601]
fuel-title-block	[1132, 13, 1247, 106]
paragraph: ಈ ಹಿಂದೆ 2012ರಲ್ಲಿ ಸಹ ಇದೇ ರೀತಿಯ ಪ್ರಕರಣ ದಾಖಲಾಗಿತ್ತು. ಆಗ ಕೂಡ ಇದೇ ರೀತಿ ನಕಲಿ ದಾಖಲೆ ಸೃಷ್ಟಿಸಿ ವಿದೇಶಕ್ಕೆ ತೆರಳಲು ಯತ್ನಿಸಲಾಗಿತ್ತು.	[230, 1320, 434, 1364]
weather-line-2: 31 ಡಿಗ್ರಿ ಸೆಲ್ಸಿಯಸ್	[878, 44, 947, 57]
hanidani-column-box	[17, 118, 293, 327]
kayakalpa-callout	[501, 560, 671, 862]
petrol-label: ಪೆಟ್ರೋಲ್	[1291, 25, 1348, 45]
mid-story-b-col-1	[668, 1161, 875, 1350]
paragraph: ಹಣ ಕೊಡಲು ನಿರಾಕರಿಸಿದಾಗ ಮನೆಯಲ್ಲಿದ್ದ ಚಿನ್ನದ ಸರವನ್ನು ಕದ್ದು ಪರಾರಿಯಾಗಿದ್ದ ಎಂದು ದೂರಿನಲ್ಲಿ ಉಲ್ಲೇಖಿಸಲಾಗಿದೆ.	[610, 1506, 799, 1550]
petrol-price: ₹73.11	[1281, 47, 1359, 77]
hanidani-byline: ಎಚ್. ಡುಂಡಿರಾಜ್	[205, 158, 284, 172]
subhead-label: ಅಧಿಕಾರಿಗಳಿಗೆ ಗೊತ್ತಿಲ್ಲ:	[1208, 717, 1286, 729]
paragraph: ಪೊಲೀಸರು ಪ್ರಕರಣ ದಾಖಲಿಸಿಕೊಂಡು ತನಿಖೆ ನಡೆಸಿ ಆರೋಪಿಯನ್ನು ಪತ್ತೆಹಚ್ಚಿ ಬಂಧಿಸಿದ್ದಾರೆ. ಆತನಿಂದ ಚಿನ್ನಾಭರಣ ವಶಪಡಿಸಿಕೊಳ್ಳಲಾಗಿದೆ.	[610, 1557, 799, 1601]
mid-story-c-bullets	[1258, 1133, 1396, 1216]
lead-subheadline: 1971ರಲ್ಲಿ ಬ್ರಿಟಿಷರು–ಮೈಸೂರು ಮಹಾರಾಜರ ನಡುವಿನ ಕದನಕ್ಕೆ ಸಾಕ್ಷಿಯಾಗಿದ್ದ ಸ್ಥಳ	[314, 169, 875, 193]
paragraph: ಲೆಕ್ಕಪರಿಶೋಧನಾ ವರದಿಯಲ್ಲಿ ಅವ್ಯವಹಾರ ಬೆಳಕಿಗೆ ಬಂದಿದೆ. ನಂತರ ಕ್ರಮ ಕೈಗೊಳ್ಳುವಂತೆ ಸೂಚನೆ ನೀಡಲಾಗಿತ್ತು.	[820, 1599, 1056, 1627]
bullet-icon: ■	[237, 1237, 244, 1249]
wave-divider	[26, 176, 284, 181]
bottom-left-subhead: ಹಣ ಕೊಡಲಿಲ್ಲ ಎಂದು ಮನೆಯಲ್ಲಿದ್ದ ಚಿನ್ನದ ಸರ ಕದ್ದು ಪರಾರಿಯಾಗಿದ್ದ ಆರೋಪಿ ಸೆರೆ	[17, 1480, 443, 1498]
paragraph: ನಾಗರಾಜ ಎಂಬ ನಿವಾಸಿ ಸುಧಾಕರ್ (39) ಬಂಧಿತ. ಆರೋಪಿಯು ದೂರುದಾರರಿಂದ ಸೀಟು ಕೊಡಿಸುವ ಆಸೆ ತೋರಿಸಿ ಹಣ ಪಡೆದಿದ್ದ.	[17, 1557, 206, 1601]
mid-story-c	[1101, 1091, 1544, 1415]
photo-caption: ಕೃಷ್ಣರಾಜೇಂದ್ರ ಮಾರುಕಟ್ಟೆ.	[501, 516, 581, 528]
paragraph: ಅವ್ಯವಹಾರಕ್ಕೆ ಸಂಬಂಧಿಸಿದಂತೆ 60,62, 648 ರೂ. ದುರ್ಬಳಕೆಯಾಗಿರುವುದು ತನಿಖೆಯಲ್ಲಿ ಬೆಳಕಿಗೆ ಬಂದಿದೆ.	[1309, 1619, 1544, 1647]
bullet-text: ಪಾಸ್ ಪೋರ್ಟ್ ಸಹ ನಕಲಿ	[248, 1238, 336, 1250]
paragraph: ಈ ಪ್ರದೇಶದಲ್ಲಿ ಆಗ ಕೋಟೆಯ ಕಂದಕ ಇತ್ತು. ಕದನದ ನಂತರ ಆ ಕಂದಕವನ್ನು ಮುಚ್ಚಿ ಅಲ್ಲಿ ಮಾರುಕಟ್ಟೆ ನಿರ್ಮಿಸಲಾಯಿತು ಎಂದು ಇತಿಹಾಸಕಾರರು ಹೇಳುತ್ತಾರೆ.	[314, 503, 490, 546]
mid-story-c-col-1	[1111, 1133, 1249, 1368]
paragraph: ಬೆಟ್ಟಿಂಗ್ ದಂಧೆಯಲ್ಲಿ ಭಾಗಿಯಾಗಿರುವ ಇನ್ನಷ್ಟು ಮಂದಿಯ ಬಗ್ಗೆ ತನಿಖೆ ಮುಂದುವರಿದಿದೆ. ಅವರನ್ನು ಶೀಘ್ರದಲ್ಲೇ ಬಂಧಿಸಲಾಗುವುದು ಎಂದು ಪೊಲೀಸರು ಹೇಳಿದ್ದಾರೆ.	[17, 918, 293, 961]
market-building-photo	[501, 378, 1018, 514]
bullet-text: ಗೆಳೆಯನ ಹಂತಕನಿಗೆ ಜಗಳ ತೀವ್ರ ಆರೋಪ ಜಗಳ	[1277, 1176, 1382, 1204]
market-photo	[501, 200, 1018, 344]
water-drop-icon	[165, 126, 188, 156]
bullet-text: ಸುಧಾಕರ್, ಗ್ರಾಮ ನಿವಾಸಿಯೆಂದು ಹೇಳಿ ಕೊಂಡಿದ್ದ ಆರೋಪಿ	[233, 1512, 394, 1540]
bottom-left-col-2	[214, 1505, 403, 1819]
diesel-column	[1392, 13, 1538, 106]
quote-text: ಸ್ಮಾರ್ಟ್ ಸಿಟಿ ಯೋಜನೆಯಡಿ ಮಾರುಕಟ್ಟೆ ಅಭಿವೃದ್ಧಿಯಾಗಲಿದೆ. ಪಾರಂಪರಿಕ ಕಟ್ಟಡದ ಮೂಲ ರಚನೆ ಉಳಿಸಿಕೊಂಡೇ ಅಭಿವೃದ್ಧಿ ಕಾಮಗಾರಿ ನಡೆಯಲಿದೆ. ಚಿಕ್ಕಪೇಟೆ ಮೆಟ್ರೋ ನಿಲ್ದಾಣದಿಂದ ಕೆ.ಆರ್. ಮಾರುಕಟ್ಟೆಗೆ ಸ್ಕೈವಾಕ್, ವ್ಯಾಪಾರಿಗಳಿಗೆ ಲಿಫ್ಟ್ ಸೌಲಭ್ಯ ಒಳಗೊಂಡ ಮಾರುಕಟ್ಟೆ ಅಭಿವೃದ್ಧಿಗೆ ಯೋಜನೆ ರೂಪಿಸಲಾಗಿದೆ.	[689, 570, 843, 726]
bullet-item	[1266, 1175, 1389, 1206]
paragraph: ಈ ಬಗ್ಗೆ ಪಕ್ಷದ ಕಾರ್ಯಕರ್ತರು ದೂರು ನೀಡಿದ್ದರು. ದೂರಿನ ಆಧಾರದ ಮೇಲೆ ಪ್ರಕರಣ ದಾಖಲಿಸಿಕೊಂಡು ತನಿಖೆ ಕೈಗೊಳ್ಳಲಾಗಿತ್ತು.	[668, 1298, 875, 1342]
paragraph: 2012ರಲ್ಲಿ ಪ್ರಾರಂಭವಾದ ಈ ಜಾಲ ಇಲ್ಲಿಯವರೆಗೂ ಕಾರ್ಯನಿರ್ವಹಿಸುತ್ತಿತ್ತು. 2017ರಲ್ಲಿ ಕೂಡ ಇದೇ ರೀತಿಯ ಪ್ರಕರಣ ದಾಖಲಾಗಿತ್ತು.	[17, 1003, 293, 1032]
paragraph: ಪರಿಷತ್ ನಿಯಮಾವಳಿ ಮೀರಿ ಹಣ ಬಳಕೆ ಮಾಡಿರುವ ಬಗ್ಗೆಯೂ ತನಿಖೆ ನಡೆಯುತ್ತಿದೆ. ಈ ಸಂಬಂಧ ದಾಖಲೆಗಳನ್ನು ಸಂಗ್ರಹಿಸಲಾಗುತ್ತಿದೆ.	[1309, 1513, 1544, 1541]
paragraph: ಆರೋಪಿ ಬಳಿ ಇದ್ದ ಪಾಸ್ ಪೋರ್ಟ್ ನಕಲಿ ಎಂಬುದು ಪರಿಶೀಲನೆ ವೇಳೆ ಬೆಳಕಿಗೆ ಬಂದಿದೆ. ವಲಸೆ ಅಧಿಕಾರಿಗಳು ಶಂಕೆ ವ್ಯಕ್ತಪಡಿಸಿ ತಪಾಸಣೆ ನಡೆಸಿದಾಗ ಈ ಸಂಗತಿ ಗೊತ್ತಾಗಿದೆ.	[230, 1269, 434, 1313]
box-heading-1: ಬೆಂ ಅರಿಸಲು ಸಾಧನಗಳಲ್ಲು	[1217, 567, 1383, 589]
mid-story-a-subhead: ಕೆಂಪೇಗೌಡ ವಿಮಾನ ನಿಲ್ದಾಣದಿಂದ ಹಂಗೇರಿಗೆ ಹೊರಟಿದ್ದಾಗ ಬಂಧನ	[17, 1134, 356, 1153]
lead-story	[303, 112, 1544, 1073]
